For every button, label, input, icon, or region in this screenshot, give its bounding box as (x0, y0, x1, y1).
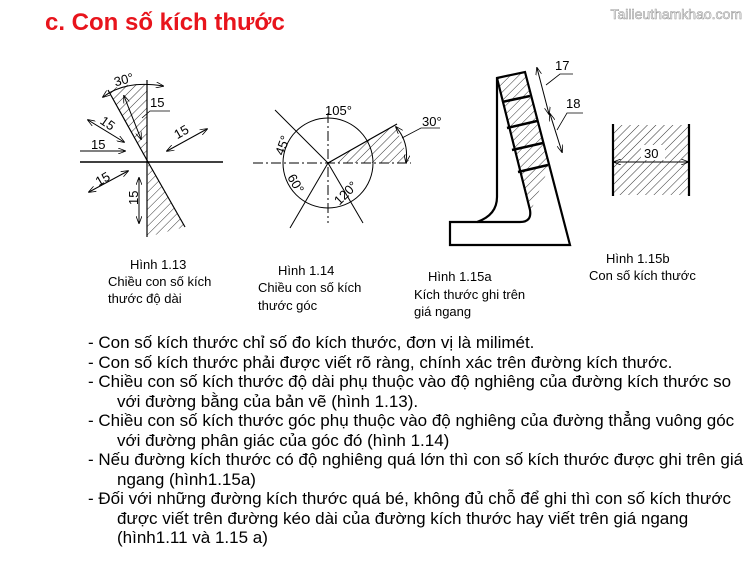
bullet-item: - Đối với những đường kích thước quá bé, không đủ chỗ để ghi thì con số kích thước được viết trên đường kéo dài của đường kích thước hay viết trên giá ngang (hình1.11 và 1.15 a) (88, 489, 731, 547)
label-15: 15 (171, 121, 192, 142)
slide-title: c. Con số kích thước (45, 9, 285, 36)
bullet-item: - Con số kích thước phải được viết rõ ràng, chính xác trên đường kích thước. (88, 352, 673, 372)
bullet-item: - Chiều con số kích thước góc phụ thuộc vào độ nghiêng của đường thẳng vuông góc với đường phân giác của góc đó (hình 1.14) (88, 411, 735, 450)
label-15: 15 (97, 112, 118, 134)
figure-1-15b (613, 124, 689, 196)
label-17: 17 (555, 58, 570, 73)
bullet-item: - Chiều con số kích thước độ dài phụ thuộc vào độ nghiêng của đường kích thước so với đường bằng của bản vẽ (hình 1.13). (88, 372, 732, 411)
label-18: 18 (566, 96, 581, 111)
caption-1-13-line: Chiều con số kích (108, 274, 212, 289)
label-15: 15 (126, 190, 141, 205)
label-15: 15 (91, 137, 106, 152)
caption-1-13-title: Hình 1.13 (130, 257, 187, 272)
label-45deg: 45° (272, 133, 293, 158)
figure-1-15a (450, 58, 583, 245)
label-60deg: 60° (284, 171, 308, 196)
label-105deg: 105° (325, 103, 352, 118)
label-30deg: 30° (422, 114, 442, 129)
caption-1-15b-line: Con số kích thước (589, 268, 696, 283)
caption-1-14-line: Chiều con số kích (258, 280, 362, 295)
label-15: 15 (150, 95, 165, 110)
caption-1-13-line: thước độ dài (108, 291, 182, 306)
label-30deg: 30° (112, 69, 136, 90)
caption-1-14-line: thước góc (258, 298, 318, 313)
caption-1-15a-line: Kích thước ghi trên (414, 287, 526, 302)
bullet-item: - Con số kích thước chỉ số đo kích thước, đơn vị là milimét. (88, 333, 535, 352)
watermark: Tailieuthamkhao.com (610, 6, 742, 22)
figure-1-14 (253, 103, 442, 228)
label-120deg: 120° (330, 178, 361, 208)
bullet-item: - Nếu đường kích thước có độ nghiêng quá lớn thì con số kích thước được ghi trên giá ngang (hình1.15a) (88, 450, 744, 489)
caption-1-15b-title: Hình 1.15b (606, 251, 670, 266)
caption-1-15a-title: Hình 1.15a (428, 269, 492, 284)
bullet-list (88, 333, 748, 548)
label-15: 15 (92, 168, 113, 189)
caption-1-15a-line: giá ngang (414, 304, 472, 319)
figure-1-13 (80, 70, 223, 237)
label-30: 30 (644, 146, 659, 161)
caption-1-14-title: Hình 1.14 (278, 263, 335, 278)
